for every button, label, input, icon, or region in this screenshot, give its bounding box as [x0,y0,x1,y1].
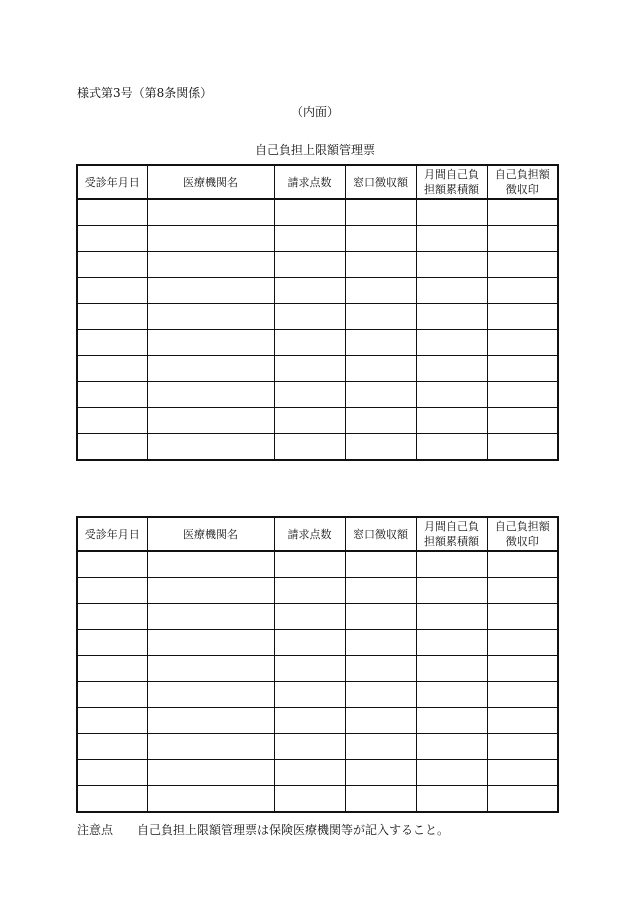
cell-claim-points[interactable] [274,356,345,382]
table-row [77,682,558,708]
table-row [77,356,558,382]
cell-monthly-cumulative[interactable] [416,604,487,630]
cell-claim-points[interactable] [274,330,345,356]
cell-window-amount[interactable] [345,278,416,304]
header-line: 自己負担額 [494,168,550,181]
cell-claim-points[interactable] [274,408,345,434]
header-line: 受診年月日 [84,527,140,541]
document-title: 自己負担上限額管理票 [254,143,375,157]
header-line: 窓口徴収額 [353,175,408,189]
cell-monthly-cumulative[interactable] [416,786,487,813]
cell-claim-points[interactable] [274,578,345,604]
cell-institution[interactable] [147,434,274,461]
cell-window-amount[interactable] [345,786,416,813]
cell-stamp[interactable] [487,356,558,382]
cell-window-amount[interactable] [345,734,416,760]
cell-window-amount[interactable] [345,382,416,408]
table-body [77,199,558,460]
table-row [77,408,558,434]
cell-window-amount[interactable] [345,226,416,252]
table-row [77,304,558,330]
cell-claim-points[interactable] [274,656,345,682]
cell-date[interactable] [77,278,147,304]
cell-date[interactable] [77,682,147,708]
cell-stamp[interactable] [487,382,558,408]
table-row [77,786,558,813]
cell-stamp[interactable] [487,708,558,734]
cell-institution[interactable] [147,226,274,252]
cell-monthly-cumulative[interactable] [416,382,487,408]
cell-stamp[interactable] [487,786,558,813]
header-line: 請求点数 [287,527,332,541]
cell-window-amount[interactable] [345,708,416,734]
table-row [77,760,558,786]
cell-window-amount[interactable] [345,434,416,461]
cell-monthly-cumulative[interactable] [416,760,487,786]
cell-date[interactable] [77,551,147,578]
cell-institution[interactable] [147,356,274,382]
cell-date[interactable] [77,199,147,226]
side-label: （内面） [290,105,339,119]
cell-monthly-cumulative[interactable] [416,734,487,760]
cell-claim-points[interactable] [274,734,345,760]
table-body [77,551,558,812]
cell-monthly-cumulative[interactable] [416,226,487,252]
cell-monthly-cumulative[interactable] [416,252,487,278]
cell-monthly-cumulative[interactable] [416,278,487,304]
table-row [77,330,558,356]
table-row [77,551,558,578]
cell-claim-points[interactable] [274,434,345,461]
header-line: 受診年月日 [84,175,140,189]
table-row [77,578,558,604]
cell-monthly-cumulative[interactable] [416,304,487,330]
header-line: 月間自己負 [424,168,479,181]
cell-stamp[interactable] [487,551,558,578]
cell-institution[interactable] [147,551,274,578]
header-monthly-cumulative [416,165,487,199]
header-line: 医療機関名 [183,527,238,541]
table-header [77,165,558,199]
cell-date[interactable] [77,656,147,682]
cell-stamp[interactable] [487,682,558,708]
cell-monthly-cumulative[interactable] [416,551,487,578]
table-row [77,252,558,278]
header-line: 徴収印 [505,535,539,548]
cell-monthly-cumulative[interactable] [416,356,487,382]
table-row [77,226,558,252]
header-stamp [487,165,558,199]
cell-institution[interactable] [147,382,274,408]
cell-date[interactable] [77,434,147,461]
cell-claim-points[interactable] [274,786,345,813]
cell-date[interactable] [77,604,147,630]
cell-stamp[interactable] [487,330,558,356]
note-text: 自己負担上限額管理票は保険医療機関等が記入すること。 [137,823,450,837]
cell-claim-points[interactable] [274,199,345,226]
cell-institution[interactable] [147,630,274,656]
ledger-table-2 [76,516,559,813]
cell-window-amount[interactable] [345,551,416,578]
cell-window-amount[interactable] [345,330,416,356]
cell-stamp[interactable] [487,630,558,656]
cell-monthly-cumulative[interactable] [416,708,487,734]
cell-window-amount[interactable] [345,408,416,434]
cell-claim-points[interactable] [274,604,345,630]
cell-date[interactable] [77,382,147,408]
header-line: 自己負担額 [494,520,550,533]
cell-institution[interactable] [147,252,274,278]
table-row [77,278,558,304]
cell-date[interactable] [77,356,147,382]
cell-institution[interactable] [147,786,274,813]
cell-claim-points[interactable] [274,682,345,708]
cell-claim-points[interactable] [274,226,345,252]
cell-stamp[interactable] [487,408,558,434]
header-line: 徴収印 [505,183,539,196]
table-row [77,382,558,408]
header-stamp [487,517,558,551]
cell-window-amount[interactable] [345,630,416,656]
cell-claim-points[interactable] [274,630,345,656]
header-date [77,517,147,551]
cell-stamp[interactable] [487,578,558,604]
cell-stamp[interactable] [487,734,558,760]
table-row [77,708,558,734]
cell-claim-points[interactable] [274,278,345,304]
cell-window-amount[interactable] [345,199,416,226]
cell-institution[interactable] [147,199,274,226]
header-window-amount [345,165,416,199]
cell-date[interactable] [77,786,147,813]
cell-stamp[interactable] [487,604,558,630]
cell-stamp[interactable] [487,226,558,252]
cell-claim-points[interactable] [274,551,345,578]
header-line: 月間自己負 [424,520,479,533]
cell-stamp[interactable] [487,760,558,786]
cell-institution[interactable] [147,278,274,304]
cell-monthly-cumulative[interactable] [416,199,487,226]
cell-stamp[interactable] [487,434,558,461]
cell-date[interactable] [77,330,147,356]
cell-monthly-cumulative[interactable] [416,434,487,461]
cell-stamp[interactable] [487,656,558,682]
table-row [77,656,558,682]
cell-claim-points[interactable] [274,252,345,278]
cell-window-amount[interactable] [345,760,416,786]
table-row [77,630,558,656]
cell-institution[interactable] [147,408,274,434]
cell-stamp[interactable] [487,304,558,330]
cell-claim-points[interactable] [274,708,345,734]
cell-monthly-cumulative[interactable] [416,408,487,434]
header-claim-points [274,165,345,199]
cell-institution[interactable] [147,734,274,760]
header-institution [147,165,274,199]
cell-monthly-cumulative[interactable] [416,330,487,356]
note-label: 注意点 [77,823,114,837]
cell-monthly-cumulative[interactable] [416,630,487,656]
table-row [77,734,558,760]
header-line: 医療機関名 [183,175,238,189]
table-row [77,604,558,630]
header-date [77,165,147,199]
cell-window-amount[interactable] [345,252,416,278]
cell-date[interactable] [77,708,147,734]
header-line: 窓口徴収額 [353,527,408,541]
cell-date[interactable] [77,760,147,786]
table-row [77,434,558,461]
header-claim-points [274,517,345,551]
cell-institution[interactable] [147,760,274,786]
note [77,821,449,838]
cell-window-amount[interactable] [345,682,416,708]
table-row [77,199,558,226]
cell-institution[interactable] [147,708,274,734]
cell-date[interactable] [77,304,147,330]
cell-monthly-cumulative[interactable] [416,578,487,604]
ledger-table-1 [76,164,559,461]
header-line: 担額累積額 [424,183,479,196]
cell-window-amount[interactable] [345,656,416,682]
header-line: 担額累積額 [424,535,479,548]
cell-window-amount[interactable] [345,578,416,604]
cell-date[interactable] [77,408,147,434]
cell-institution[interactable] [147,330,274,356]
cell-institution[interactable] [147,682,274,708]
header-line: 請求点数 [287,175,332,189]
cell-date[interactable] [77,630,147,656]
cell-institution[interactable] [147,578,274,604]
cell-date[interactable] [77,578,147,604]
cell-window-amount[interactable] [345,304,416,330]
cell-window-amount[interactable] [345,604,416,630]
cell-institution[interactable] [147,604,274,630]
cell-date[interactable] [77,252,147,278]
cell-claim-points[interactable] [274,760,345,786]
header-monthly-cumulative [416,517,487,551]
cell-date[interactable] [77,734,147,760]
header-window-amount [345,517,416,551]
cell-institution[interactable] [147,656,274,682]
form-number: 様式第3号（第8条関係） [77,86,213,100]
cell-stamp[interactable] [487,199,558,226]
cell-monthly-cumulative[interactable] [416,656,487,682]
cell-stamp[interactable] [487,278,558,304]
header-institution [147,517,274,551]
cell-stamp[interactable] [487,252,558,278]
cell-monthly-cumulative[interactable] [416,682,487,708]
cell-claim-points[interactable] [274,382,345,408]
cell-window-amount[interactable] [345,356,416,382]
cell-institution[interactable] [147,304,274,330]
cell-claim-points[interactable] [274,304,345,330]
table-header [77,517,558,551]
cell-date[interactable] [77,226,147,252]
